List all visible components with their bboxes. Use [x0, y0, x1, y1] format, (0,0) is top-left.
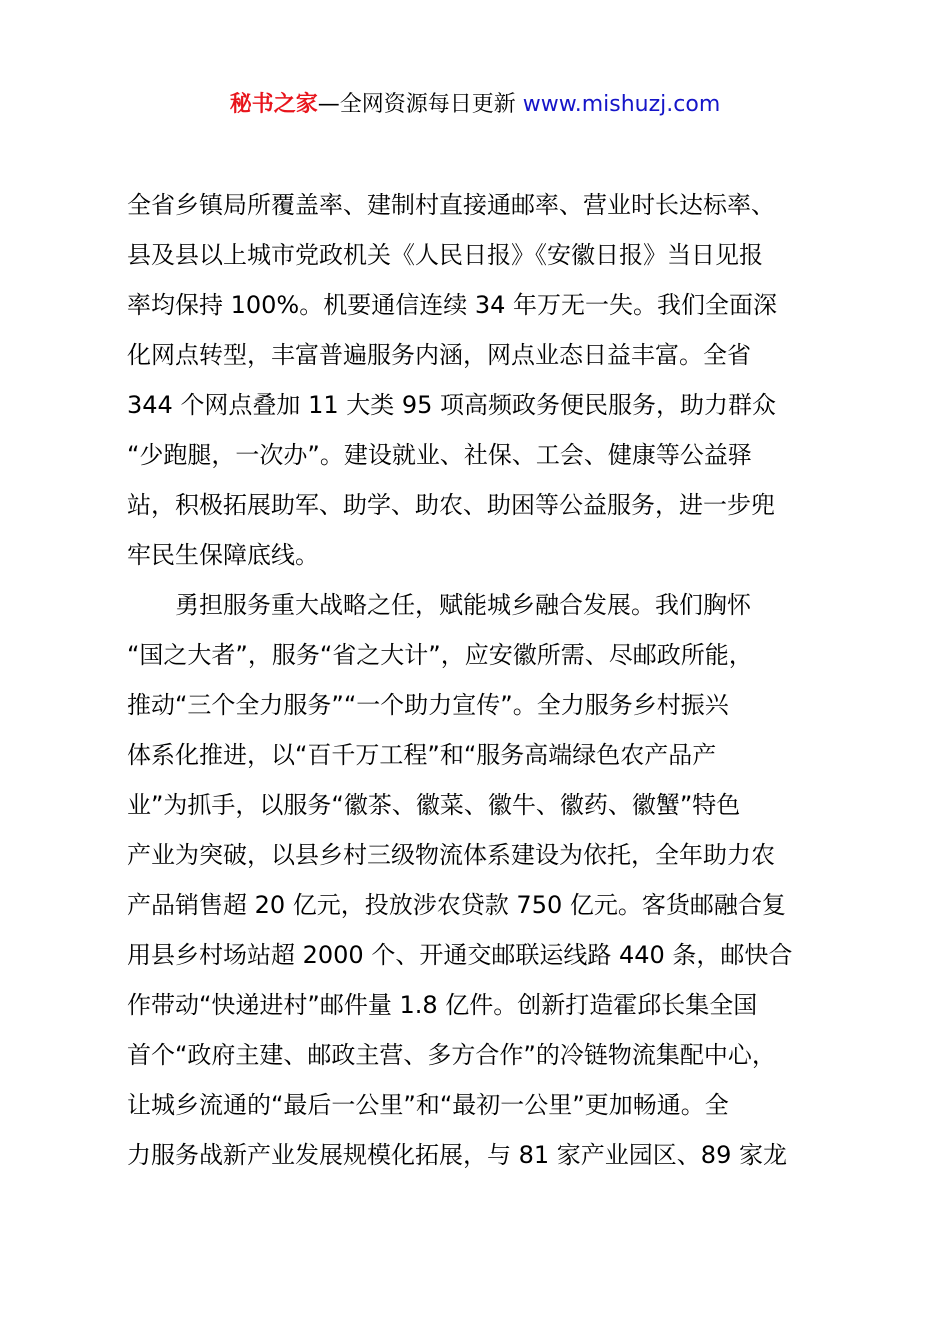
text-line: “少跑腿，一次办”。建设就业、社保、工会、健康等公益驿 [127, 441, 752, 469]
page-header [0, 88, 950, 122]
brand-name: 秘书之家 [229, 92, 318, 117]
text-line: 推动“三个全力服务”“一个助力宣传”。全力服务乡村振兴 [127, 691, 729, 719]
text-line: 用县乡村场站超 2000 个、开通交邮联运线路 440 条，邮快合 [127, 941, 793, 969]
text-line: 产业为突破，以县乡村三级物流体系建设为依托，全年助力农 [127, 841, 775, 869]
text-line: 率均保持 100%。机要通信连续 34 年万无一失。我们全面深 [127, 291, 778, 319]
text-line: 首个“政府主建、邮政主营、多方合作”的冷链物流集配中心， [127, 1041, 776, 1069]
text-line: 344 个网点叠加 11 大类 95 项高频政务便民服务，助力群众 [127, 391, 777, 419]
text-line: 体系化推进，以“百千万工程”和“服务高端绿色农产品产 [127, 741, 717, 769]
text-line: 县及县以上城市党政机关《人民日报》《安徽日报》当日见报 [127, 241, 763, 269]
header-url-link[interactable]: www.mishuzj.com [522, 92, 721, 117]
text-line: 力服务战新产业发展规模化拓展，与 81 家产业园区、89 家龙 [127, 1141, 787, 1169]
text-line: 产品销售超 20 亿元，投放涉农贷款 750 亿元。客货邮融合复 [127, 891, 786, 919]
header-tagline: —全网资源每日更新 [317, 92, 523, 117]
paragraph-first-line: 勇担服务重大战略之任，赋能城乡融合发展。我们胸怀 [175, 591, 751, 619]
text-line: 业”为抓手，以服务“徽茶、徽菜、徽牛、徽药、徽蟹”特色 [127, 791, 741, 819]
text-line: 牢民生保障底线。 [127, 541, 319, 569]
text-line: “国之大者”，服务“省之大计”，应安徽所需、尽邮政所能， [127, 641, 753, 669]
text-line: 站，积极拓展助军、助学、助农、助困等公益服务，进一步兜 [127, 491, 775, 519]
text-line: 全省乡镇局所覆盖率、建制村直接通邮率、营业时长达标率、 [127, 191, 775, 219]
text-line: 让城乡流通的“最后一公里”和“最初一公里”更加畅通。全 [127, 1091, 729, 1119]
text-line: 化网点转型，丰富普遍服务内涵，网点业态日益丰富。全省 [127, 341, 751, 369]
text-line: 作带动“快递进村”邮件量 1.8 亿件。创新打造霍邱长集全国 [127, 991, 758, 1019]
document-body [127, 180, 837, 1180]
